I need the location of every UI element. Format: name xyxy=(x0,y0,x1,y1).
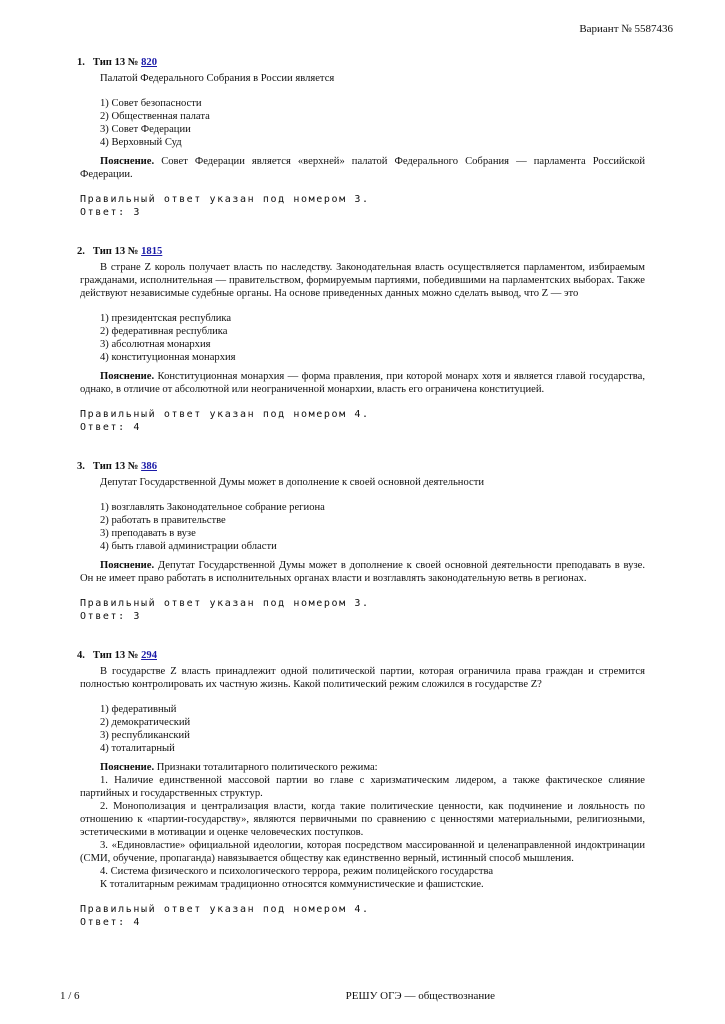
explanation-text: Депутат Государственной Думы может в дополнение к своей основной деятельности преподавать в вузе. Он не имеет право работать в исполнительных органах власти и возглавлять законодательную ветвь в регионах. xyxy=(80,560,645,584)
question-text: Палатой Федерального Собрания в России является xyxy=(100,73,335,84)
explanation xyxy=(80,370,645,396)
options-list xyxy=(80,501,645,553)
explanation-conclusion: К тоталитарным режимам традиционно относятся коммунистические и фашистские. xyxy=(100,879,484,890)
explanation-text: Совет Федерации является «верхней» палатой Федерального Собрания — парламента Российской Федерации. xyxy=(80,156,645,180)
question-text: В государстве Z власть принадлежит одной политической партии, которая ограничила права граждан и стремится полностью контролировать их частную жизнь. Какой политический режим сложился в государстве Z? xyxy=(80,666,645,690)
options-list xyxy=(80,312,645,364)
task-4 xyxy=(77,649,645,929)
option: 2) Общественная палата xyxy=(100,111,210,122)
task-type: Тип 13 № xyxy=(92,57,139,68)
explanation-text: Признаки тоталитарного политического режима: xyxy=(156,762,378,773)
option: 1) президентская республика xyxy=(100,313,232,324)
task-heading xyxy=(77,460,645,473)
task-heading xyxy=(77,245,645,258)
option: 3) преподавать в вузе xyxy=(100,528,196,539)
option: 2) демократический xyxy=(100,717,191,728)
explanation-label: Пояснение. xyxy=(100,371,155,382)
correct-answer-line: Правильный ответ указан под номером 4. xyxy=(80,409,370,420)
explanation-point: 4. Система физического и психологического террора, режим полицейского государства xyxy=(100,866,494,877)
page-number: 1 / 6 xyxy=(60,990,80,1002)
explanation xyxy=(80,761,645,774)
explanation xyxy=(80,559,645,585)
explanation-text: Конституционная монархия — форма правления, при которой монарх хотя и является главой государства, однако, в отличие от абсолютной или неограниченной монархии, власть его ограничена конституцией. xyxy=(80,371,645,395)
question-text: Депутат Государственной Думы может в дополнение к своей основной деятельности xyxy=(100,477,485,488)
question-text: В стране Z король получает власть по наследству. Законодательная власть осуществляется парламентом, избираемым гражданами, исполнительная — правительством, формируемым партиями, победившими на парламентских выборах. Также действуют независимые судебные органы. На основе приведенных данных можно сделать вывод, что Z — это xyxy=(80,262,645,299)
option: 4) Верховный Суд xyxy=(100,137,182,148)
answer: Ответ: 3 xyxy=(80,207,141,218)
variant-number: Вариант № 5587436 xyxy=(579,23,673,35)
explanation-label: Пояснение. xyxy=(100,762,155,773)
site-name: РЕШУ ОГЭ — обществознание xyxy=(345,990,495,1002)
task-number: 2. xyxy=(77,246,85,257)
task-number: 3. xyxy=(77,461,85,472)
options-list xyxy=(80,703,645,755)
option: 4) быть главой администрации области xyxy=(100,541,277,552)
correct-answer-line: Правильный ответ указан под номером 3. xyxy=(80,598,370,609)
explanation-point: 1. Наличие единственной массовой партии во главе с харизматическим лидером, а также фактическое слияние партийных и государственных структур. xyxy=(80,775,645,799)
explanation-point: 2. Монополизация и централизация власти, когда такие политические ценности, как подчинение и лояльность по отношению к «партии-государству», являются первичными по сравнению с ценностями материальными, религиозными, эстетическими в мотивации и оценке человеческих поступков. xyxy=(80,801,645,838)
explanation xyxy=(80,155,645,181)
task-type: Тип 13 № xyxy=(92,461,139,472)
task-heading xyxy=(77,649,645,662)
option: 3) абсолютная монархия xyxy=(100,339,211,350)
option: 1) Совет безопасности xyxy=(100,98,202,109)
task-number: 1. xyxy=(77,57,85,68)
answer: Ответ: 3 xyxy=(80,611,141,622)
task-id-link[interactable]: 386 xyxy=(141,461,157,472)
correct-answer-line: Правильный ответ указан под номером 3. xyxy=(80,194,370,205)
options-list xyxy=(80,97,645,149)
option: 3) Совет Федерации xyxy=(100,124,191,135)
task-heading xyxy=(77,56,645,69)
task-2 xyxy=(77,245,645,434)
explanation-label: Пояснение. xyxy=(100,560,155,571)
explanation-point: 3. «Единовластие» официальной идеологии, которая посредством массированной и целенаправленной индоктринации (СМИ, обучение, пропаганда) навязывается обществу как единственно верный, истинный способ мышления. xyxy=(80,840,645,864)
task-id-link[interactable]: 294 xyxy=(141,650,157,661)
explanation-label: Пояснение. xyxy=(100,156,155,167)
option: 2) работать в правительстве xyxy=(100,515,226,526)
task-id-link[interactable]: 820 xyxy=(141,57,157,68)
option: 1) федеративный xyxy=(100,704,177,715)
option: 4) конституционная монархия xyxy=(100,352,236,363)
option: 1) возглавлять Законодательное собрание региона xyxy=(100,502,325,513)
option: 4) тоталитарный xyxy=(100,743,175,754)
task-type: Тип 13 № xyxy=(92,650,139,661)
tasks-container xyxy=(77,56,645,955)
option: 3) республиканский xyxy=(100,730,190,741)
task-type: Тип 13 № xyxy=(92,246,139,257)
answer: Ответ: 4 xyxy=(80,917,141,928)
task-number: 4. xyxy=(77,650,85,661)
task-1 xyxy=(77,56,645,219)
correct-answer-line: Правильный ответ указан под номером 4. xyxy=(80,904,370,915)
task-3 xyxy=(77,460,645,623)
answer: Ответ: 4 xyxy=(80,422,141,433)
task-id-link[interactable]: 1815 xyxy=(141,246,163,257)
option: 2) федеративная республика xyxy=(100,326,228,337)
